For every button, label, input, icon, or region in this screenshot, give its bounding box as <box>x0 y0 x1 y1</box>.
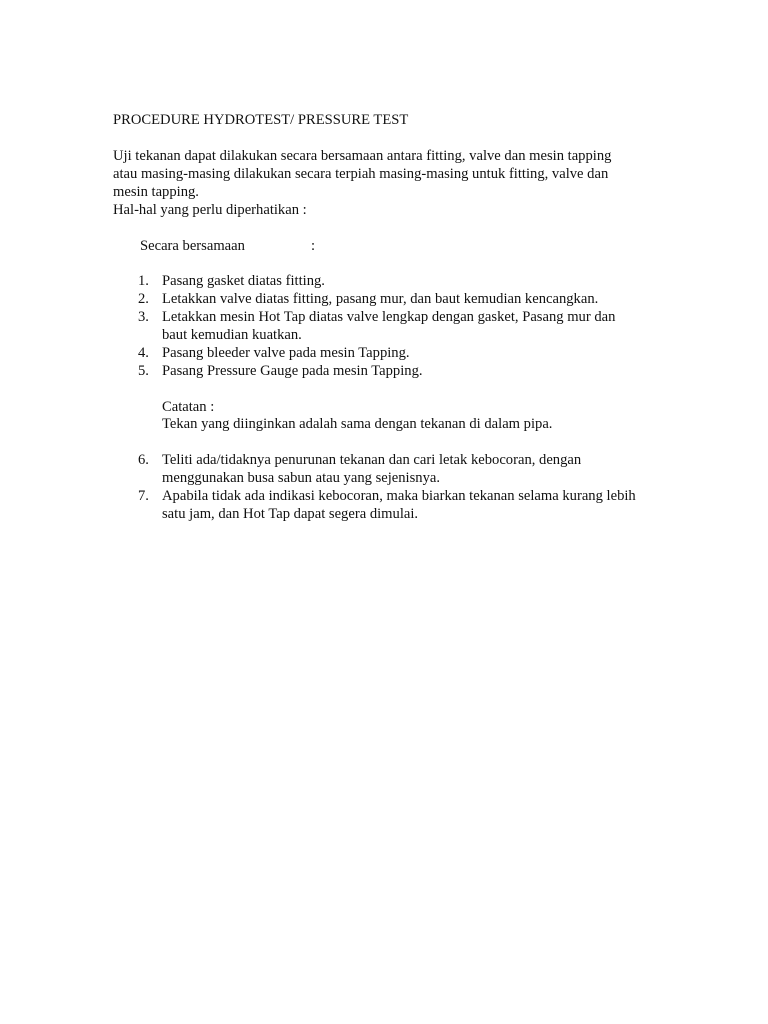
simultaneous-label: Secara bersamaan <box>140 238 245 254</box>
list-item-line: Pasang Pressure Gauge pada mesin Tapping. <box>162 363 423 379</box>
intro-line: Uji tekanan dapat dilakukan secara bersamaan antara fitting, valve dan mesin tapping <box>113 148 612 164</box>
list-item <box>138 344 678 362</box>
list-item-line: Letakkan mesin Hot Tap diatas valve lengkap dengan gasket, Pasang mur dan <box>162 309 616 325</box>
list-item-number: 1. <box>138 273 149 289</box>
list-item-text <box>162 362 678 380</box>
list-item-number: 4. <box>138 345 149 361</box>
list-item-line: satu jam, dan Hot Tap dapat segera dimulai. <box>162 506 419 522</box>
list-item-text <box>162 272 678 290</box>
intro-line: mesin tapping. <box>113 184 199 200</box>
list-item-number: 2. <box>138 291 149 307</box>
list-item-number: 7. <box>138 488 149 504</box>
list-item <box>138 272 678 290</box>
list-item <box>138 487 678 523</box>
list-item-text <box>162 451 678 487</box>
list-item-number: 3. <box>138 309 149 325</box>
list-item-line: Teliti ada/tidaknya penurunan tekanan dan cari letak kebocoran, dengan <box>162 452 582 468</box>
list-item-text <box>162 290 678 308</box>
list-item-number: 5. <box>138 363 149 379</box>
list-item-line: Letakkan valve diatas fitting, pasang mur, dan baut kemudian kencangkan. <box>162 291 599 307</box>
list-item <box>138 451 678 487</box>
list-item-text <box>162 487 678 523</box>
list-item-text <box>162 308 678 344</box>
intro-line: atau masing-masing dilakukan secara terpiah masing-masing untuk fitting, valve dan <box>113 166 609 182</box>
list-item-line: Pasang gasket diatas fitting. <box>162 273 325 289</box>
steps-list-part1 <box>138 272 678 380</box>
simultaneous-colon: : <box>311 238 316 254</box>
list-item <box>138 308 678 344</box>
list-item-line: menggunakan busa sabun atau yang sejenisnya. <box>162 470 441 486</box>
list-item-line: Apabila tidak ada indikasi kebocoran, maka biarkan tekanan selama kurang lebih <box>162 488 636 504</box>
note-text: Tekan yang diinginkan adalah sama dengan tekanan di dalam pipa. <box>162 416 553 432</box>
list-item-number: 6. <box>138 452 149 468</box>
intro-paragraph <box>113 147 673 219</box>
list-item-line: baut kemudian kuatkan. <box>162 327 302 343</box>
list-item <box>138 362 678 380</box>
steps-list-part2 <box>138 451 678 523</box>
list-item-line: Pasang bleeder valve pada mesin Tapping. <box>162 345 410 361</box>
note-label: Catatan : <box>162 399 215 415</box>
intro-line: Hal-hal yang perlu diperhatikan : <box>113 202 307 218</box>
document-title: PROCEDURE HYDROTEST/ PRESSURE TEST <box>113 112 409 128</box>
list-item-text <box>162 344 678 362</box>
list-item <box>138 290 678 308</box>
